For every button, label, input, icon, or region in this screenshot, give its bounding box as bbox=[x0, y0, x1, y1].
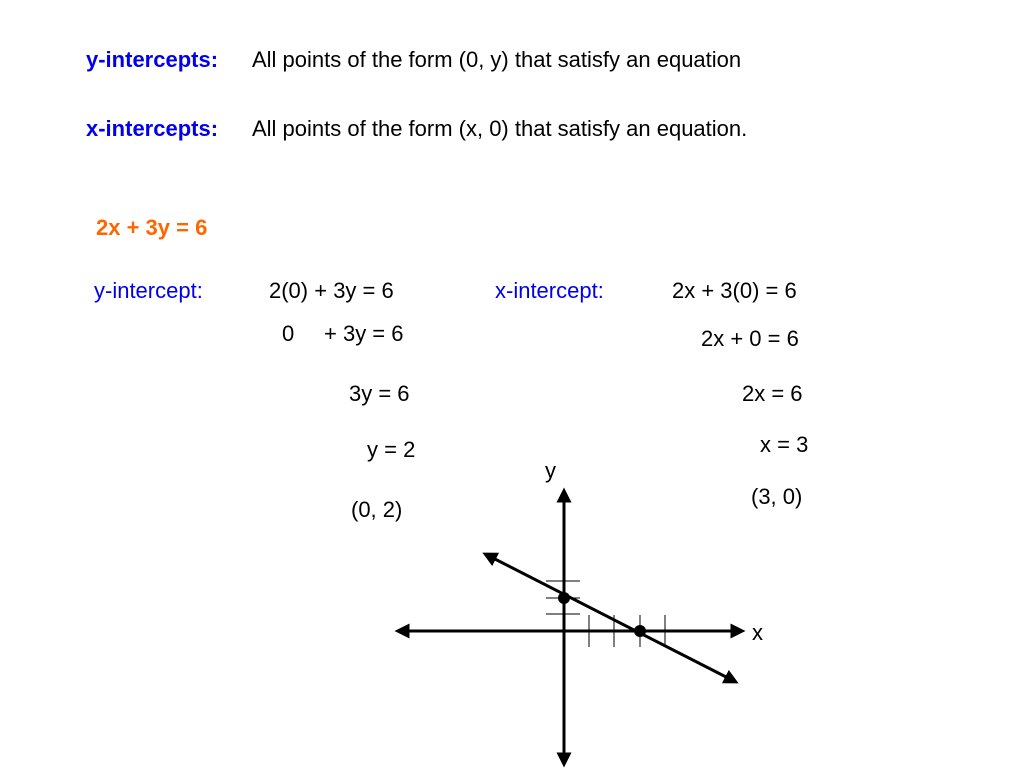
y-step-1: 2(0) + 3y = 6 bbox=[269, 278, 394, 303]
x-step-1: 2x + 3(0) = 6 bbox=[672, 278, 797, 303]
y-step-4: y = 2 bbox=[367, 437, 416, 462]
x-step-3: 2x = 6 bbox=[742, 381, 803, 406]
x-intercepts-definition: All points of the form (x, 0) that satisfy an equation. bbox=[252, 116, 748, 141]
y-intercepts-definition: All points of the form (0, y) that satisfy an equation bbox=[252, 47, 742, 72]
x-intercept-dot bbox=[634, 625, 646, 637]
x-step-4: x = 3 bbox=[760, 432, 809, 457]
x-step-2: 2x + 0 = 6 bbox=[701, 326, 799, 351]
x-intercept-point: (3, 0) bbox=[751, 484, 803, 509]
y-intercepts-term: y-intercepts: bbox=[86, 47, 219, 72]
y-intercept-point: (0, 2) bbox=[351, 497, 403, 522]
x-intercept-label: x-intercept: bbox=[495, 278, 604, 303]
y-axis-label: y bbox=[545, 458, 556, 483]
y-step-3: 3y = 6 bbox=[349, 381, 410, 406]
equation: 2x + 3y = 6 bbox=[96, 215, 208, 240]
y-step-2-rest: + 3y = 6 bbox=[324, 321, 404, 346]
x-intercepts-term: x-intercepts: bbox=[86, 116, 219, 141]
y-intercept-dot bbox=[558, 592, 570, 604]
x-axis-label: x bbox=[752, 620, 763, 645]
equation-line bbox=[489, 556, 732, 680]
y-step-2-zero: 0 bbox=[282, 321, 295, 346]
y-intercept-label: y-intercept: bbox=[94, 278, 203, 303]
